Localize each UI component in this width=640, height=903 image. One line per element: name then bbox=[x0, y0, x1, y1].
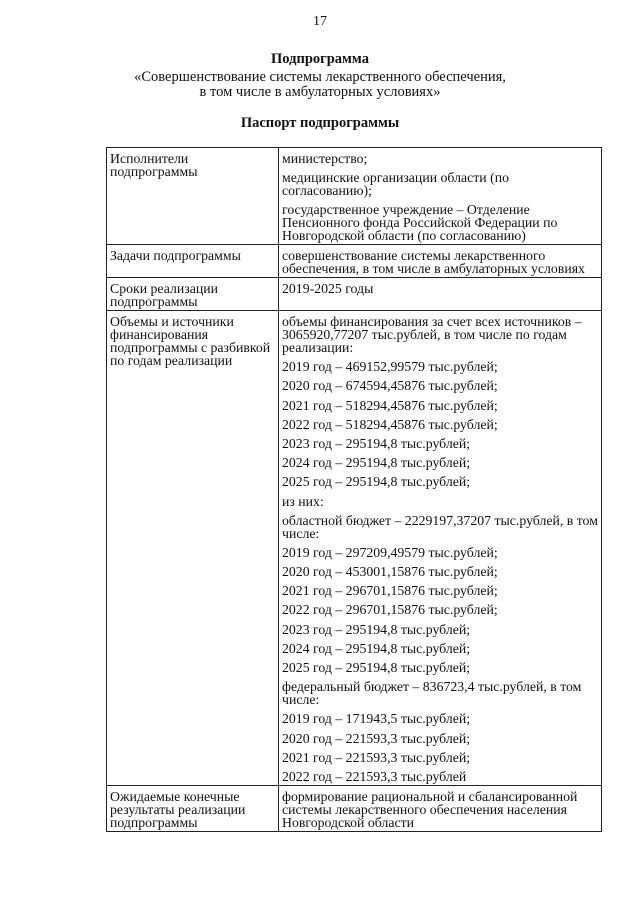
federal-budget-intro: федеральный бюджет – 836723,4 тыс.рублей, в том числе: bbox=[282, 679, 582, 708]
regional-year-line: 2020 год – 453001,15876 тыс.рублей; bbox=[282, 564, 498, 580]
row-tasks bbox=[107, 245, 602, 278]
total-year-line: 2025 год – 295194,8 тыс.рублей; bbox=[282, 474, 471, 490]
terms-value: 2019-2025 годы bbox=[279, 278, 602, 311]
total-year-line: 2022 год – 518294,45876 тыс.рублей; bbox=[282, 416, 498, 432]
regional-year-line: 2023 год – 295194,8 тыс.рублей; bbox=[282, 621, 471, 637]
total-year-line: 2024 год – 295194,8 тыс.рублей; bbox=[282, 455, 471, 471]
total-year-line: 2020 год – 674594,45876 тыс.рублей; bbox=[282, 378, 498, 394]
row-terms bbox=[107, 278, 602, 311]
financing-label: Объемы и источники финансирования подпрограммы с разбивкой по годам реализации bbox=[107, 311, 279, 786]
passport-table bbox=[106, 147, 602, 832]
executor-item: медицинские организации области (по согласованию); bbox=[282, 170, 509, 198]
regional-year-line: 2022 год – 296701,15876 тыс.рублей; bbox=[282, 602, 498, 618]
regional-year-line: 2021 год – 296701,15876 тыс.рублей; bbox=[282, 583, 498, 599]
row-results bbox=[107, 785, 602, 831]
total-year-line: 2019 год – 469152,99579 тыс.рублей; bbox=[282, 359, 498, 375]
tasks-value: совершенствование системы лекарственного обеспечения, в том числе в амбулаторных условиях bbox=[279, 245, 602, 278]
results-value: формирование рациональной и сбалансированной системы лекарственного обеспечения населения Новгородской области bbox=[279, 785, 602, 831]
federal-year-line: 2020 год – 221593,3 тыс.рублей; bbox=[282, 730, 471, 746]
of-them-label: из них: bbox=[282, 493, 324, 509]
regional-year-line: 2025 год – 295194,8 тыс.рублей; bbox=[282, 660, 471, 675]
financing-value bbox=[279, 311, 602, 786]
federal-year-line: 2021 год – 221593,3 тыс.рублей; bbox=[282, 749, 471, 765]
subprogram-subtitle-line-1: «Совершенствование системы лекарственного обеспечения, bbox=[134, 69, 506, 85]
tasks-label: Задачи подпрограммы bbox=[107, 245, 279, 278]
passport-title: Паспорт подпрограммы bbox=[240, 115, 400, 131]
total-year-line: 2023 год – 295194,8 тыс.рублей; bbox=[282, 435, 471, 451]
financing-intro: объемы финансирования за счет всех источников – 3065920,77207 тыс.рублей, в том числе по годам реализации: bbox=[282, 314, 582, 355]
regional-year-line: 2024 год – 295194,8 тыс.рублей; bbox=[282, 640, 471, 656]
subprogram-title: Подпрограмма bbox=[271, 51, 369, 67]
subprogram-subtitle-line-2: в том числе в амбулаторных условиях» bbox=[199, 84, 441, 100]
federal-year-line: 2019 год – 171943,5 тыс.рублей; bbox=[282, 711, 471, 727]
executor-item: государственное учреждение – Отделение Пенсионного фонда Российской Федерации по Новгородской области (по согласованию) bbox=[282, 202, 558, 243]
total-year-line: 2021 год – 518294,45876 тыс.рублей; bbox=[282, 397, 498, 413]
terms-label: Сроки реализации подпрограммы bbox=[107, 278, 279, 311]
executors-label: Исполнители подпрограммы bbox=[107, 148, 279, 245]
federal-year-line: 2022 год – 221593,3 тыс.рублей bbox=[282, 768, 467, 784]
executor-item: министерство; bbox=[282, 151, 368, 166]
regional-budget-intro: областной бюджет – 2229197,37207 тыс.рублей, в том числе: bbox=[282, 512, 598, 541]
regional-year-line: 2019 год – 297209,49579 тыс.рублей; bbox=[282, 544, 498, 560]
page-number: 17 bbox=[313, 14, 327, 29]
results-label: Ожидаемые конечные результаты реализации подпрограммы bbox=[107, 785, 279, 831]
executors-value bbox=[279, 148, 602, 245]
row-financing bbox=[107, 311, 602, 786]
row-executors bbox=[107, 148, 602, 245]
